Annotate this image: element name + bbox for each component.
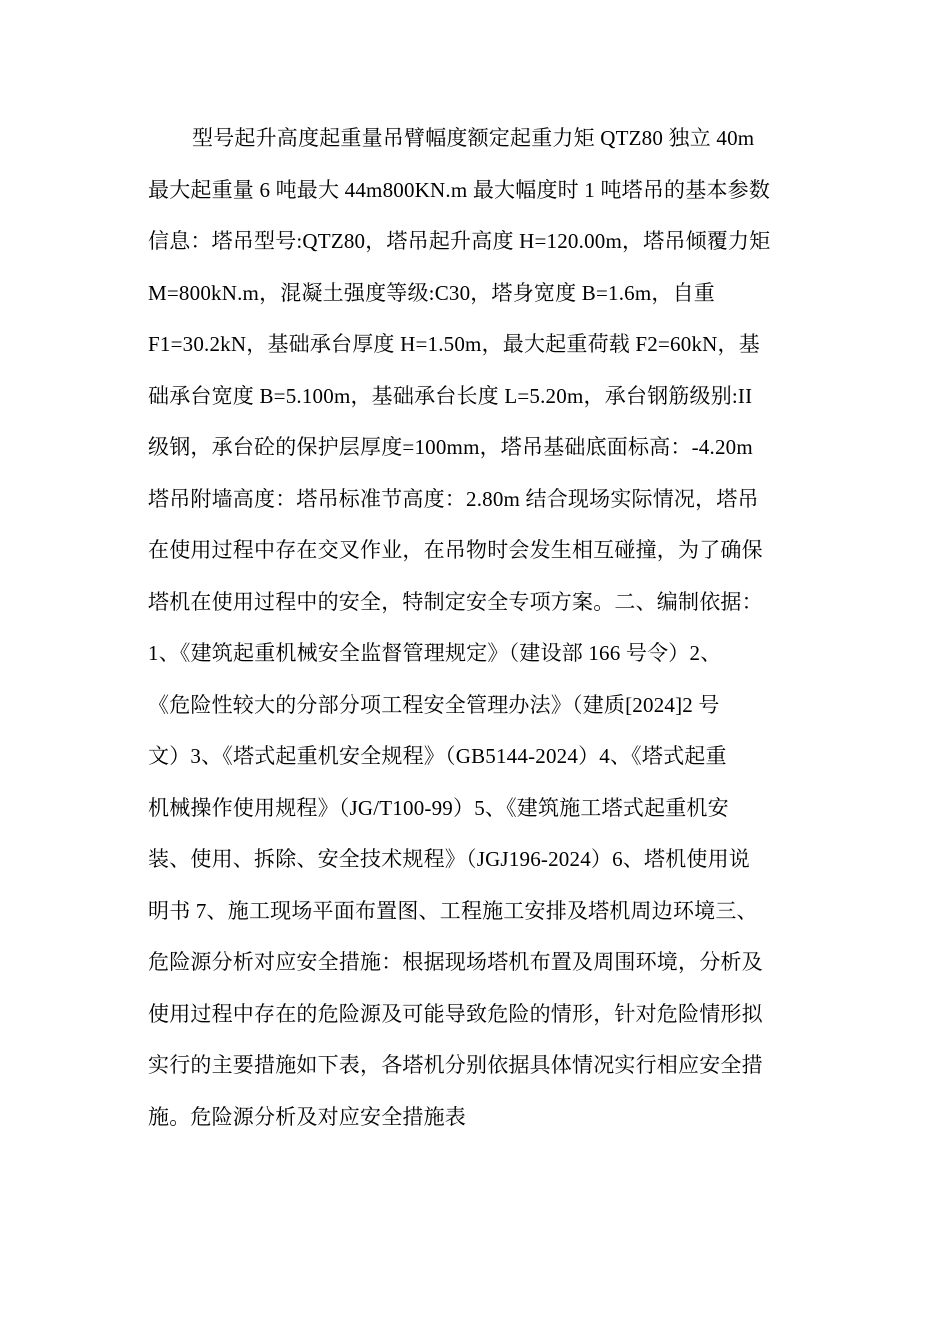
paragraph-line-16: 明书 7、施工现场平面布置图、工程施工安排及塔机周边环境三、 [148,898,758,923]
paragraph-line-14: 机械操作使用规程》（JG/T100-99）5、《建筑施工塔式起重机安 [148,795,729,820]
paragraph-line-5: F1=30.2kN，基础承台厚度 H=1.50m，最大起重荷载 F2=60kN，基 [148,332,760,356]
paragraph-line-10: 塔机在使用过程中的安全，特制定安全专项方案。二、编制依据： [148,589,763,614]
paragraph-line-11: 1、《建筑起重机械安全监督管理规定》（建设部 166 号令）2、 [148,641,722,665]
paragraph-line-20: 施。危险源分析及对应安全措施表 [148,1104,466,1129]
paragraph-line-13: 文）3、《塔式起重机安全规程》（GB5144-2024）4、《塔式起重 [148,744,727,768]
paragraph-line-19: 实行的主要措施如下表，各塔机分别依据具体情况实行相应安全措 [148,1053,763,1077]
paragraph-line-6: 础承台宽度 B=5.100m，基础承台长度 L=5.20m，承台钢筋级别:II [148,383,753,408]
paragraph-line-17: 危险源分析对应安全措施：根据现场塔机布置及周围环境，分析及 [148,950,763,974]
paragraph-line-4: M=800kN.m，混凝土强度等级:C30，塔身宽度 B=1.6m，自重 [148,280,715,305]
paragraph-line-1: 型号起升高度起重量吊臂幅度额定起重力矩 QTZ80 独立 40m [192,126,755,150]
paragraph-line-2: 最大起重量 6 吨最大 44m800KN.m 最大幅度时 1 吨塔吊的基本参数 [148,177,771,202]
body-paragraph [148,113,808,1143]
paragraph-line-15: 装、使用、拆除、安全技术规程》（JGJ196-2024）6、塔机使用说 [148,847,751,871]
paragraph-line-7: 级钢，承台砼的保护层厚度=100mm，塔吊基础底面标高：-4.20m [148,435,753,459]
paragraph-line-12: 《危险性较大的分部分项工程安全管理办法》（建质[2024]2 号 [148,692,720,717]
paragraph-line-8: 塔吊附墙高度：塔吊标准节高度：2.80m 结合现场实际情况，塔吊 [148,486,759,511]
paragraph-line-9: 在使用过程中存在交叉作业，在吊物时会发生相互碰撞，为了确保 [148,538,763,562]
paragraph-line-3: 信息：塔吊型号:QTZ80，塔吊起升高度 H=120.00m，塔吊倾覆力矩 [148,229,771,253]
paragraph-line-18: 使用过程中存在的危险源及可能导致危险的情形，针对危险情形拟 [148,1001,763,1026]
